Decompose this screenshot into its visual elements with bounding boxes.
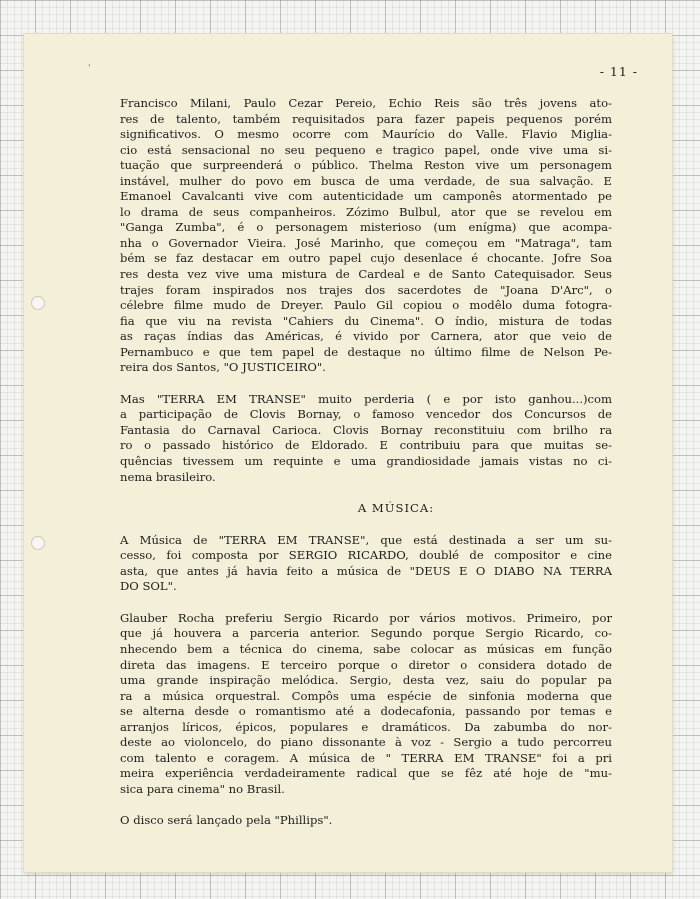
text-line: res desta vez vive uma mistura de Cardeal e de Santo Catequisador. Seus <box>120 267 612 282</box>
text-line: se alterna desde o romantismo até a dodecafonia, passando por temas e <box>120 704 612 719</box>
text-line: Francisco Milani, Paulo Cezar Pereio, Echio Reis são três jovens ato- <box>120 96 612 110</box>
page-number: - 11 - <box>599 64 638 79</box>
text-line: asta, que antes já havia feito a música de "DEUS E O DIABO NA TERRA <box>120 563 612 578</box>
text-line: sica para cinema" no Brasil. <box>120 781 285 796</box>
text-line: instável, mulher do povo em busca de uma verdade, de sua salvação. E <box>120 173 612 188</box>
section-heading: A MÚSICA: <box>357 501 435 516</box>
document-body <box>120 96 612 829</box>
text-line: ro o passado histórico de Eldorado. E contribuiu para que muitas se- <box>120 438 612 453</box>
text-line: lo drama de seus companheiros. Zózimo Bulbul, ator que se revelou em <box>120 204 612 219</box>
text-line: fia que viu na revista "Cahiers du Cinema". O índio, mistura de todas <box>120 313 612 328</box>
text-line: uma grande inspiração melódica. Sergio, desta vez, saiu do popular pa <box>120 673 612 688</box>
text-line: quências tivessem um requinte e uma grandiosidade jamais vistas no ci- <box>120 454 612 469</box>
text-line: tuação que surpreenderá o público. Thelma Reston vive um personagem <box>120 158 612 173</box>
text-line: nhecendo bem a técnica do cinema, sabe colocar as músicas em função <box>120 641 612 656</box>
text-line: as raças índias das Américas, é vivido por Carnera, ator que veio de <box>120 329 612 344</box>
text-line: meira experiência verdadeiramente radical que se fêz até hoje de "mu- <box>120 766 612 781</box>
text-line: Pernambuco e que tem papel de destaque no último filme de Nelson Pe- <box>120 344 612 359</box>
text-line: significativos. O mesmo ocorre com Maurício do Valle. Flavio Miglia- <box>120 127 612 142</box>
text-line: cesso, foi composta por SERGIO RICARDO, doublé de compositor e cine <box>120 548 612 563</box>
text-line: reira dos Santos, "O JUSTICEIRO". <box>120 360 326 375</box>
text-line: DO SOL". <box>120 579 177 594</box>
text-line: trajes foram inspirados nos trajes dos sacerdotes de "Joana D'Arc", o <box>120 282 612 297</box>
punch-hole-bottom <box>31 536 45 550</box>
text-line: nema brasileiro. <box>120 469 216 484</box>
punch-hole-top <box>31 296 45 310</box>
text-line: cio está sensacional no seu pequeno e tragico papel, onde vive uma si- <box>120 142 612 157</box>
text-line: "Ganga Zumba", é o personagem misterioso (um enígma) que acompa- <box>120 220 612 235</box>
text-line: Emanoel Cavalcanti vive com autenticidade um camponês atormentado pe <box>120 189 612 204</box>
text-line: Mas "TERRA EM TRANSE" muito perderia ( e por isto ganhou...)com <box>120 391 612 406</box>
text-line: Glauber Rocha preferiu Sergio Ricardo por vários motivos. Primeiro, por <box>120 610 612 625</box>
text-line: deste ao violoncelo, do piano dissonante à voz - Sergio a tudo percorreu <box>120 735 612 750</box>
text-line: direta das imagens. E terceiro porque o diretor o considera dotado de <box>120 657 612 672</box>
text-line: Fantasia do Carnaval Carioca. Clovis Bornay reconstituiu com brilho ra <box>120 422 612 437</box>
margin-mark: ' <box>88 64 91 74</box>
text-line: O disco será lançado pela "Phillips". <box>120 813 333 828</box>
text-line: res de talento, também requisitados para fazer papeis pequenos porém <box>120 111 612 126</box>
text-line: arranjos líricos, épicos, populares e dramáticos. Da zabumba do nor- <box>120 719 612 734</box>
text-line: A Música de "TERRA EM TRANSE", que está destinada a ser um su- <box>120 532 612 547</box>
text-line: que já houvera a parceria anterior. Segundo porque Sergio Ricardo, co- <box>120 626 612 641</box>
text-line: ra a música orquestral. Compôs uma espécie de sinfonia moderna que <box>120 688 612 703</box>
text-line: a participação de Clovis Bornay, o famoso vencedor dos Concursos de <box>120 407 612 422</box>
text-line: bém se faz destacar em outro papel cujo desenlace é chocante. Jofre Soa <box>120 251 612 266</box>
text-line: com talento e coragem. A música de " TERRA EM TRANSE" foi a pri <box>120 750 612 765</box>
text-line: nha o Governador Vieira. José Marinho, que começou em "Matraga", tam <box>120 235 612 250</box>
text-line: célebre filme mudo de Dreyer. Paulo Gil copiou o modêlo duma fotogra- <box>120 298 612 313</box>
